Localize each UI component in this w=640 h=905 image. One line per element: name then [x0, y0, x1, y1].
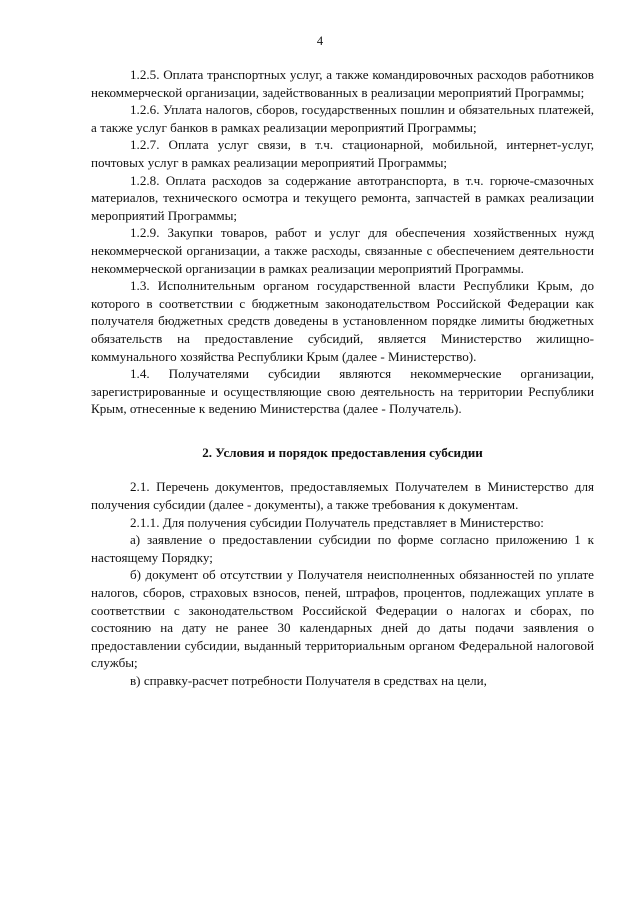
document-body [91, 66, 594, 690]
list-item-a: а) заявление о предоставлении субсидии по форме согласно приложению 1 к настоящему Порядку; [91, 532, 594, 565]
paragraph-1-2-7: 1.2.7. Оплата услуг связи, в т.ч. стационарной, мобильной, интернет-услуг, почтовых услуг в рамках реализации мероприятий Программы; [91, 137, 594, 170]
paragraph-2-1-1: 2.1.1. Для получения субсидии Получатель представляет в Министерство: [130, 514, 544, 530]
paragraph-1-2-6: 1.2.6. Уплата налогов, сборов, государственных пошлин и обязательных платежей, а также услуг банков в рамках реализации мероприятий Программы; [91, 102, 594, 135]
section-heading: 2. Условия и порядок предоставления субсидии [202, 444, 483, 460]
paragraph-1-4: 1.4. Получателями субсидии являются некоммерческие организации, зарегистрированные и осуществляющие свою деятельность на территории Республики Крым, отнесенные к ведению Министерства (далее - Получатель). [91, 366, 594, 417]
paragraph-1-3: 1.3. Исполнительным органом государственной власти Республики Крым, до которого в соответствии с бюджетным законодательством Российской Федерации как получателя бюджетных средств доведены в установленном порядке лимиты бюджетных обязательств на предоставление субсидий, является Министерство жилищно-коммунального хозяйства Республики Крым (далее - Министерство). [91, 278, 594, 364]
paragraph-1-2-8: 1.2.8. Оплата расходов за содержание автотранспорта, в т.ч. горюче-смазочных материалов, технического осмотра и текущего ремонта, запчастей в рамках реализации мероприятий Программы; [91, 172, 594, 223]
page-number: 4 [316, 34, 324, 48]
paragraph-1-2-9: 1.2.9. Закупки товаров, работ и услуг для обеспечения хозяйственных нужд некоммерческой организации, а также расходы, связанные с обеспечением деятельности некоммерческой организации в рамках реализации мероприятий Программы. [91, 225, 594, 276]
paragraph-2-1: 2.1. Перечень документов, предоставляемых Получателем в Министерство для получения субсидии (далее - документы), а также требования к документам. [91, 479, 594, 513]
list-item-v: в) справку-расчет потребности Получателя в средствах на цели, [130, 673, 487, 688]
list-item-b: б) документ об отсутствии у Получателя неисполненных обязанностей по уплате налогов, сборов, страховых взносов, пеней, штрафов, процентов, подлежащих уплате в соответствии с законодательством Российской Федерации о налогах и сборах, по состоянию на дату не ранее 30 календарных дней до даты подачи заявления о предоставлении субсидии, выданный территориальным органом Федеральной налоговой службы; [91, 567, 594, 671]
paragraph-1-2-5: 1.2.5. Оплата транспортных услуг, а также командировочных расходов работников некоммерческой организации, задействованных в реализации мероприятий Программы; [91, 67, 594, 100]
